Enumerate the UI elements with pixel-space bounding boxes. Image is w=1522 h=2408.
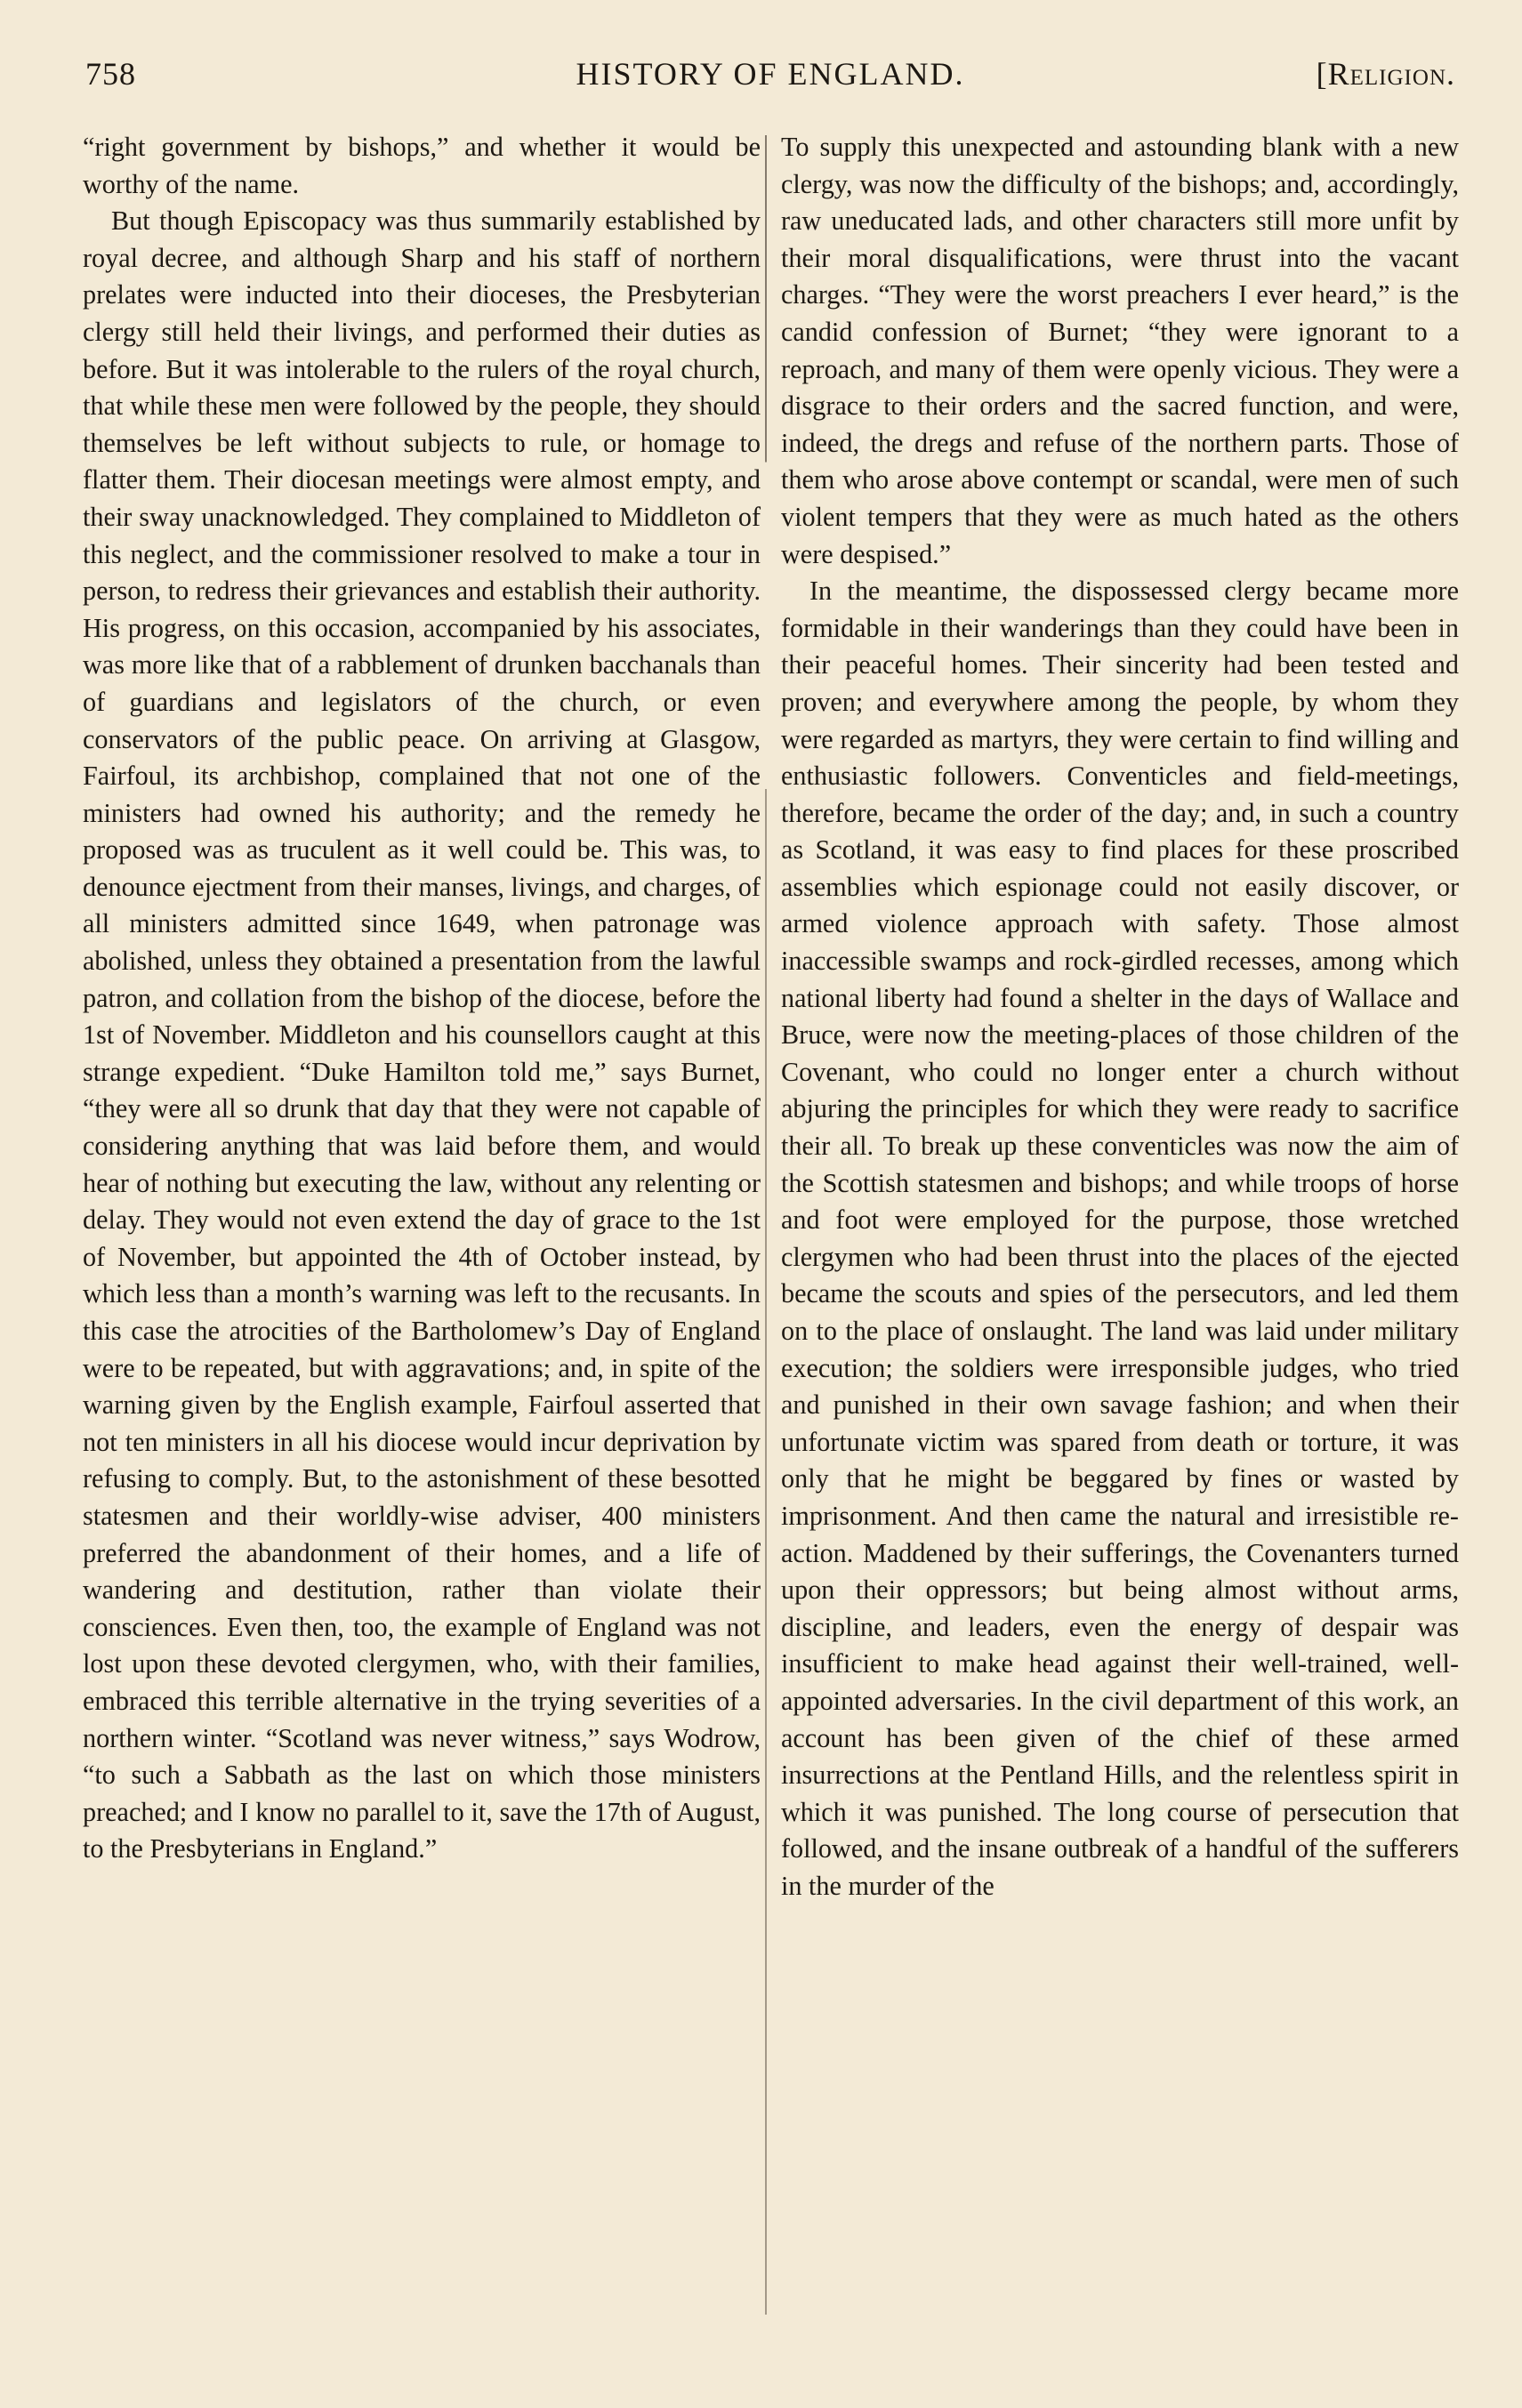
section-label: [Religion. xyxy=(1316,56,1455,92)
column-divider xyxy=(765,135,767,2315)
left-paragraph-1: “right government by bishops,” and whether it would be worthy of the name. xyxy=(83,132,761,199)
right-paragraph-1: To supply this unexpected and astounding blank with a new clergy, was now the difficulty of the bishops; and, accordingly, raw uneducated lads, and other characters still more unfit by their moral disqualifications, were thrust into the vacant charges. “They were the worst preachers I ever heard,” is the candid confession of Burnet; “they were ignorant to a reproach, and many of them were openly vicious. They were a disgrace to their orders and the sacred function, and were, indeed, the dregs and refuse of the northern parts. Those of them who arose above contempt or scandal, were men of such violent tempers that they were as much hated as the others were despised.” xyxy=(781,132,1459,569)
right-paragraph-2: In the meantime, the dispossessed clergy became more formidable in their wanderings than they could have been in their peaceful homes. Their sincerity had been tested and proven; and everywhere among the people, by whom they were regarded as martyrs, they were certain to find willing and enthusiastic followers. Conventicles and field-meetings, therefore, became the order of the day; and, in such a country as Scotland, it was easy to find places for these proscribed assemblies which espionage could not easily discover, or armed violence approach with safety. Those almost inaccessible swamps and rock-girdled recesses, among which national liberty had found a shelter in the days of Wallace and Bruce, were now the meeting-places of those children of the Covenant, who could no longer enter a church without abjuring the principles for which they were ready to sacrifice their all. To break up these conventicles was now the aim of the Scottish statesmen and bishops; and while troops of horse and foot were employed for the purpose, those wretched clergymen who had been thrust into the places of the ejected became the scouts and spies of the persecutors, and led them on to the place of onslaught. The land was laid under military execution; the soldiers were irresponsible judges, who tried and punished in their own savage fashion; and when their unfortunate victim was spared from death or torture, it was only that he might be beggared by fines or wasted by imprisonment. And then came the natural and irresistible re-action. Maddened by their sufferings, the Covenanters turned upon their oppressors; but being almost without arms, discipline, and leaders, even the energy of despair was insufficient to make head against their well-trained, well-appointed adversaries. In the civil department of this work, an account has been given of the chief of these armed insurrections at the Pentland Hills, and the relentless spirit in which it was punished. The long course of persecution that followed, and the insane outbreak of a handful of the sufferers in the murder of the xyxy=(781,576,1459,1901)
page-header xyxy=(85,55,1455,109)
right-column xyxy=(781,129,1459,1905)
left-column xyxy=(83,129,761,1868)
running-title: HISTORY OF ENGLAND. xyxy=(576,56,965,92)
page-number: 758 xyxy=(85,56,136,92)
left-paragraph-2: But though Episcopacy was thus summarily established by royal decree, and although Sharp and his staff of northern prelates were inducted into their dioceses, the Presbyterian clergy still held their livings, and performed their duties as before. But it was intolerable to the rulers of the royal church, that while these men were followed by the people, they should themselves be left without subjects to rule, or homage to flatter them. Their diocesan meetings were almost empty, and their sway unacknowledged. They complained to Middleton of this neglect, and the commissioner resolved to make a tour in person, to redress their grievances and establish their authority. His progress, on this occasion, accompanied by his associates, was more like that of a rabblement of drunken bacchanals than of guardians and legislators of the church, or even conservators of the public peace. On arriving at Glasgow, Fairfoul, its archbishop, complained that not one of the ministers had owned his authority; and the remedy he proposed was as truculent as it well could be. This was, to denounce ejectment from their manses, livings, and charges, of all ministers admitted since 1649, when patronage was abolished, unless they obtained a presentation from the lawful patron, and collation from the bishop of the diocese, before the 1st of November. Middleton and his counsellors caught at this strange expedient. “Duke Hamilton told me,” says Burnet, “they were all so drunk that day that they were not capable of considering anything that was laid before them, and would hear of nothing but executing the law, without any relenting or delay. They would not even extend the day of grace to the 1st of November, but appointed the 4th of October instead, by which less than a month’s warning was left to the recusants. In this case the atrocities of the Bartholomew’s Day of England were to be repeated, but with aggravations; and, in spite of the warning given by the English example, Fairfoul asserted that not ten ministers in all his diocese would incur deprivation by refusing to comply. But, to the astonishment of these besotted statesmen and their worldly-wise adviser, 400 ministers preferred the abandonment of their homes, and a life of wandering and destitution, rather than violate their consciences. Even then, too, the example of England was not lost upon these devoted clergymen, who, with their families, embraced this terrible alternative in the trying severities of a northern winter. “Scotland was never witness,” says Wodrow, “to such a Sabbath as the last on which those ministers preached; and I know no parallel to it, save the 17th of August, to the Presbyterians in England.” xyxy=(83,205,761,1864)
